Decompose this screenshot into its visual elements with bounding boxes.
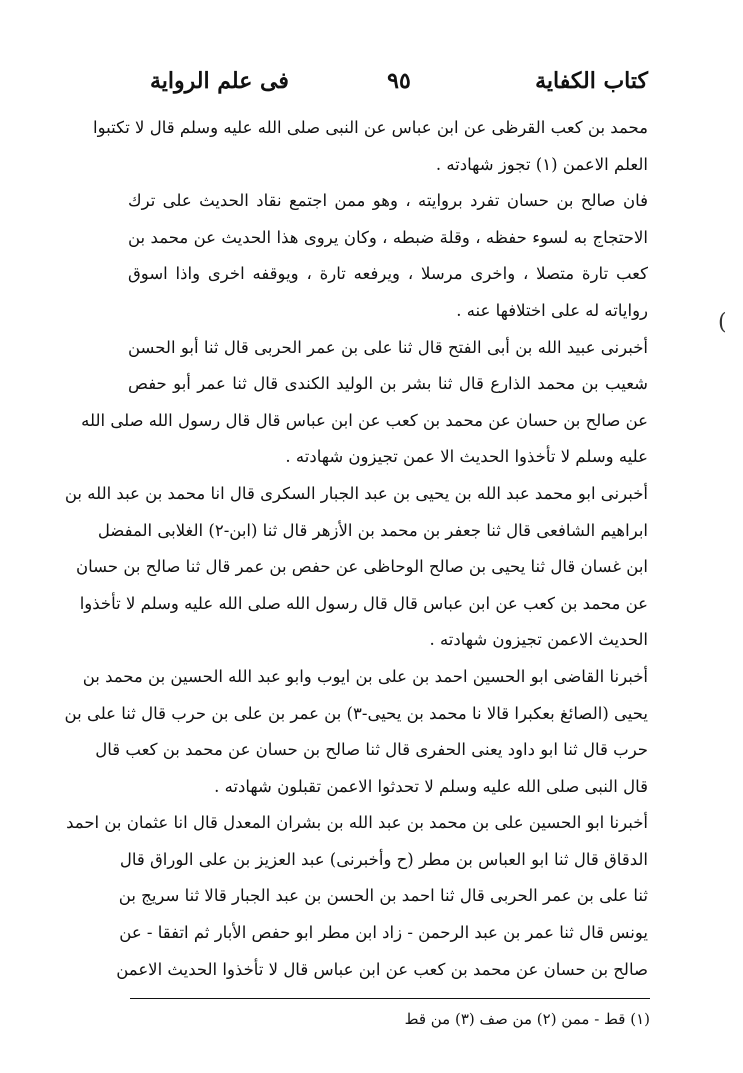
text-line: أخبرنا القاضى ابو الحسين احمد بن على بن ايوب وابو عبد الله الحسين بن محمد بن: [82, 666, 648, 686]
margin-mark: (: [718, 310, 727, 335]
body-text: [64, 110, 648, 988]
text-line: العلم الاعمن (١) تجوز شهادته .: [435, 154, 648, 174]
text-line: حرب قال ثنا ابو داود يعنى الحفرى قال ثنا صالح بن حسان عن محمد بن كعب قال: [95, 740, 648, 760]
text-line: عن محمد بن كعب عن ابن عباس قال قال رسول الله صلى الله عليه وسلم لا تأخذوا: [79, 593, 648, 613]
text-line: عن صالح بن حسان عن محمد بن كعب عن ابن عباس قال قال رسول الله صلى الله: [81, 410, 648, 430]
page-number: ٩٥: [387, 68, 411, 94]
book-subtitle: فى علم الرواية: [150, 68, 289, 94]
text-line: صالح بن حسان عن محمد بن كعب عن ابن عباس قال لا تأخذوا الحديث الاعمن: [116, 959, 648, 979]
text-line: أخبرنى ابو محمد عبد الله بن يحيى بن عبد الجبار السكرى قال انا محمد بن عبد الله بن: [64, 483, 648, 503]
text-line: أخبرنا ابو الحسين على بن محمد بن عبد الله بن بشران المعدل قال انا عثمان بن احمد: [66, 813, 648, 833]
footnote: (١) قط - ممن (٢) من صف (٣) من قط: [404, 1010, 650, 1028]
text-line: أخبرنى عبيد الله بن أبى الفتح قال ثنا على بن عمر الحربى قال ثنا أبو الحسن: [128, 337, 648, 357]
text-line: فان صالح بن حسان تفرد بروايته ، وهو ممن اجتمع نقاد الحديث على ترك: [128, 191, 648, 211]
text-line: يحيى (الصائغ بعكبرا قالا نا محمد بن يحيى-٣) بن عمر بن على بن حرب قال ثنا على بن: [64, 703, 648, 723]
text-line: ابراهيم الشافعى قال ثنا جعفر بن محمد بن الأزهر قال ثنا (ابن-٢) الغلابى المفضل: [97, 520, 648, 540]
text-line: شعيب بن محمد الذارع قال ثنا بشر بن الوليد الكندى قال ثنا عمر أبو حفص: [128, 374, 648, 394]
footnote-divider: [130, 998, 650, 999]
text-line: قال النبى صلى الله عليه وسلم لا تحدثوا الاعمن تقبلون شهادته .: [214, 776, 648, 796]
text-line: محمد بن كعب القرظى عن ابن عباس عن النبى صلى الله عليه وسلم قال لا تكتبوا: [93, 118, 648, 137]
text-line: كعب تارة متصلا ، واخرى مرسلا ، ويرفعه تارة ، ويوقفه اخرى واذا اسوق: [128, 264, 648, 284]
book-title: كتاب الكفاية: [535, 68, 648, 94]
text-line: الاحتجاج به لسوء حفظه ، وقلة ضبطه ، وكان يروى هذا الحديث عن محمد بن: [128, 227, 648, 247]
text-line: الدقاق قال ثنا ابو العباس بن مطر (ح وأخبرنى) عبد العزيز بن على الوراق قال: [119, 849, 648, 869]
page-header: [150, 68, 648, 108]
text-line: رواياته له على اختلافها عنه .: [456, 300, 648, 320]
text-line: الحديث الاعمن تجيزون شهادته .: [429, 630, 648, 650]
text-line: ابن غسان قال ثنا يحيى بن صالح الوحاظى عن حفص بن عمر قال ثنا صالح بن حسان: [76, 557, 648, 577]
text-line: ثنا على بن عمر الحربى قال ثنا احمد بن الحسن بن عبد الجبار قالا ثنا سريج بن: [118, 886, 648, 906]
text-line: عليه وسلم لا تأخذوا الحديث الا عمن تجيزون شهادته .: [285, 447, 648, 467]
text-line: يونس قال ثنا عمر بن عبد الرحمن - زاد ابن مطر ابو حفص الأبار ثم اتفقا - عن: [119, 923, 648, 943]
